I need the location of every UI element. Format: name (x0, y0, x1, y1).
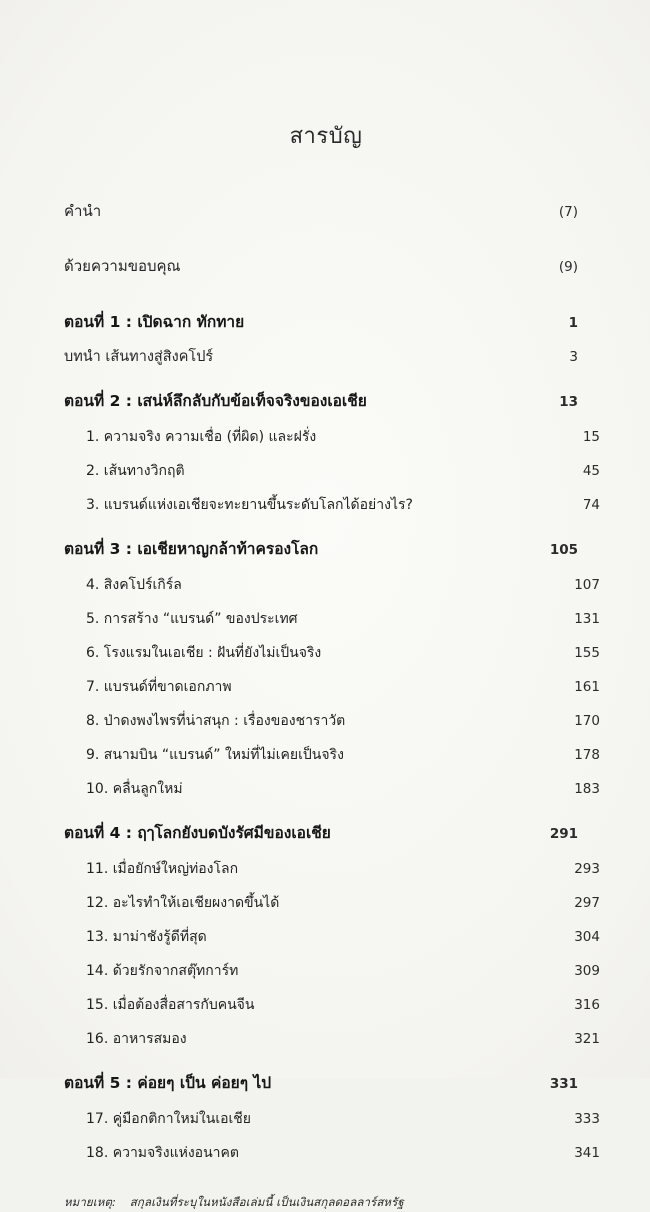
toc-entry-label: 12. อะไรทำให้เอเชียผงาดขึ้นได้ (86, 895, 280, 911)
toc-entry-page: 293 (574, 861, 600, 877)
toc-part-heading[interactable] (64, 820, 578, 845)
toc-part-5 (64, 1070, 600, 1164)
toc-entry-label: 14. ด้วยรักจากสตุ๊ทการ์ท (86, 963, 239, 979)
toc-entry-label: บทนำ เส้นทางสู่สิงคโปร์ (64, 349, 214, 365)
list-item[interactable] (64, 1142, 600, 1164)
toc-entry-page: 316 (574, 997, 600, 1013)
list-item[interactable] (64, 778, 600, 800)
toc-entry-label: 3. แบรนด์แห่งเอเชียจะทะยานขึ้นระดับโลกได้อย่างไร? (86, 497, 413, 513)
toc-part-heading[interactable] (64, 388, 578, 413)
list-item[interactable] (64, 426, 600, 448)
toc-entry-page: 74 (582, 497, 600, 513)
toc-entry-page: 321 (574, 1031, 600, 1047)
toc-entry-label: 5. การสร้าง “แบรนด์” ของประเทศ (86, 611, 298, 627)
toc-entry-label: 9. สนามบิน “แบรนด์” ใหม่ที่ไม่เคยเป็นจริง (86, 747, 344, 763)
toc-entry-page: 183 (574, 781, 600, 797)
toc-entry-label: 11. เมื่อยักษ์ใหญ่ท่องโลก (86, 861, 239, 877)
toc-entry-label: 6. โรงแรมในเอเชีย : ฝันที่ยังไม่เป็นจริง (86, 645, 322, 661)
list-item[interactable] (64, 254, 578, 278)
toc-entry-label: 8. ป่าดงพงไพรที่น่าสนุก : เรื่องของชาราวัต (86, 713, 346, 729)
toc-part-2 (64, 388, 600, 516)
toc-part-label: ตอนที่ 2 : เสน่ห์ลึกลับกับข้อเท็จจริงของเอเชีย (64, 392, 367, 410)
toc-entry-page: 3 (569, 349, 578, 365)
toc-entry-page: 45 (582, 463, 600, 479)
toc-entry-page: (7) (558, 204, 578, 220)
toc-entry-label: 1. ความจริง ความเชื่อ (ที่ผิด) และฝรั่ง (86, 429, 317, 445)
list-item[interactable] (64, 858, 600, 880)
toc-entry-page: 333 (574, 1111, 600, 1127)
list-item[interactable] (64, 642, 600, 664)
toc-part-label: ตอนที่ 1 : เปิดฉาก ทักทาย (64, 313, 245, 331)
footnote (64, 1194, 578, 1212)
list-item[interactable] (64, 926, 600, 948)
toc-part-label: ตอนที่ 3 : เอเชียหาญกล้าท้าครองโลก (64, 540, 319, 558)
toc-entry-page: 304 (574, 929, 600, 945)
toc-part-page: 331 (549, 1076, 578, 1092)
toc-part-heading[interactable] (64, 536, 578, 561)
toc-entry-label: 17. คู่มือกติกาใหม่ในเอเชีย (86, 1111, 252, 1127)
toc-intro-entry[interactable] (64, 345, 578, 368)
list-item[interactable] (64, 1108, 600, 1130)
toc-entry-label: 7. แบรนด์ที่ขาดเอกภาพ (86, 679, 232, 695)
toc-part-heading[interactable] (64, 1070, 578, 1095)
toc-part-page: 13 (559, 394, 578, 410)
toc-entry-label: 2. เส้นทางวิกฤติ (86, 463, 185, 479)
list-item[interactable] (64, 494, 600, 516)
list-item[interactable] (64, 960, 600, 982)
toc-entry-label: ด้วยความขอบคุณ (64, 257, 181, 275)
toc-entry-label: 16. อาหารสมอง (86, 1031, 187, 1047)
toc-entry-page: 170 (574, 713, 600, 729)
toc-entry-page: 107 (574, 577, 600, 593)
toc-part-page: 1 (568, 315, 578, 331)
list-item[interactable] (64, 892, 600, 914)
toc-entry-page: 15 (582, 429, 600, 445)
page-title: สารบัญ (289, 124, 363, 149)
toc-part-1 (64, 309, 578, 368)
toc-entry-page: 297 (574, 895, 600, 911)
toc-part-label: ตอนที่ 4 : ฤๅโลกยังบดบังรัศมีของเอเชีย (64, 824, 331, 842)
toc-entry-page: 155 (574, 645, 600, 661)
toc-part-3 (64, 536, 600, 800)
toc-part-heading[interactable] (64, 309, 578, 334)
toc-entry-page: 131 (574, 611, 600, 627)
footnote-keyword: หมายเหตุ: (64, 1195, 117, 1209)
list-item[interactable] (64, 710, 600, 732)
list-item[interactable] (64, 574, 600, 596)
toc-entry-label: 10. คลื่นลูกใหม่ (86, 781, 183, 797)
toc-entry-page: 161 (574, 679, 600, 695)
toc-entry-page: 341 (574, 1145, 600, 1161)
toc-entry-label: 18. ความจริงแห่งอนาคต (86, 1145, 239, 1161)
toc-entry-page: (9) (558, 259, 578, 275)
toc-entry-label: คำนำ (64, 202, 102, 220)
toc-entry-page: 309 (574, 963, 600, 979)
list-item[interactable] (64, 460, 600, 482)
toc-entry-label: 13. มาม่าชังรู้ดีที่สุด (86, 929, 207, 945)
toc-entry-page: 178 (574, 747, 600, 763)
list-item[interactable] (64, 994, 600, 1016)
front-matter-list (64, 199, 578, 278)
list-item[interactable] (64, 1028, 600, 1050)
toc-part-page: 105 (549, 542, 578, 558)
toc-entry-label: 4. สิงคโปร์เกิร์ล (86, 577, 182, 593)
list-item[interactable] (64, 744, 600, 766)
toc-part-4 (64, 820, 600, 1050)
toc-entry-label: 15. เมื่อต้องสื่อสารกับคนจีน (86, 997, 255, 1013)
footnote-text: สกุลเงินที่ระบุในหนังสือเล่มนี้ เป็นเงินสกุลดอลลาร์สหรัฐ (129, 1195, 404, 1209)
toc-part-page: 291 (549, 826, 578, 842)
toc-part-label: ตอนที่ 5 : ค่อยๆ เป็น ค่อยๆ ไป (64, 1074, 272, 1092)
list-item[interactable] (64, 199, 578, 223)
list-item[interactable] (64, 608, 600, 630)
list-item[interactable] (64, 676, 600, 698)
